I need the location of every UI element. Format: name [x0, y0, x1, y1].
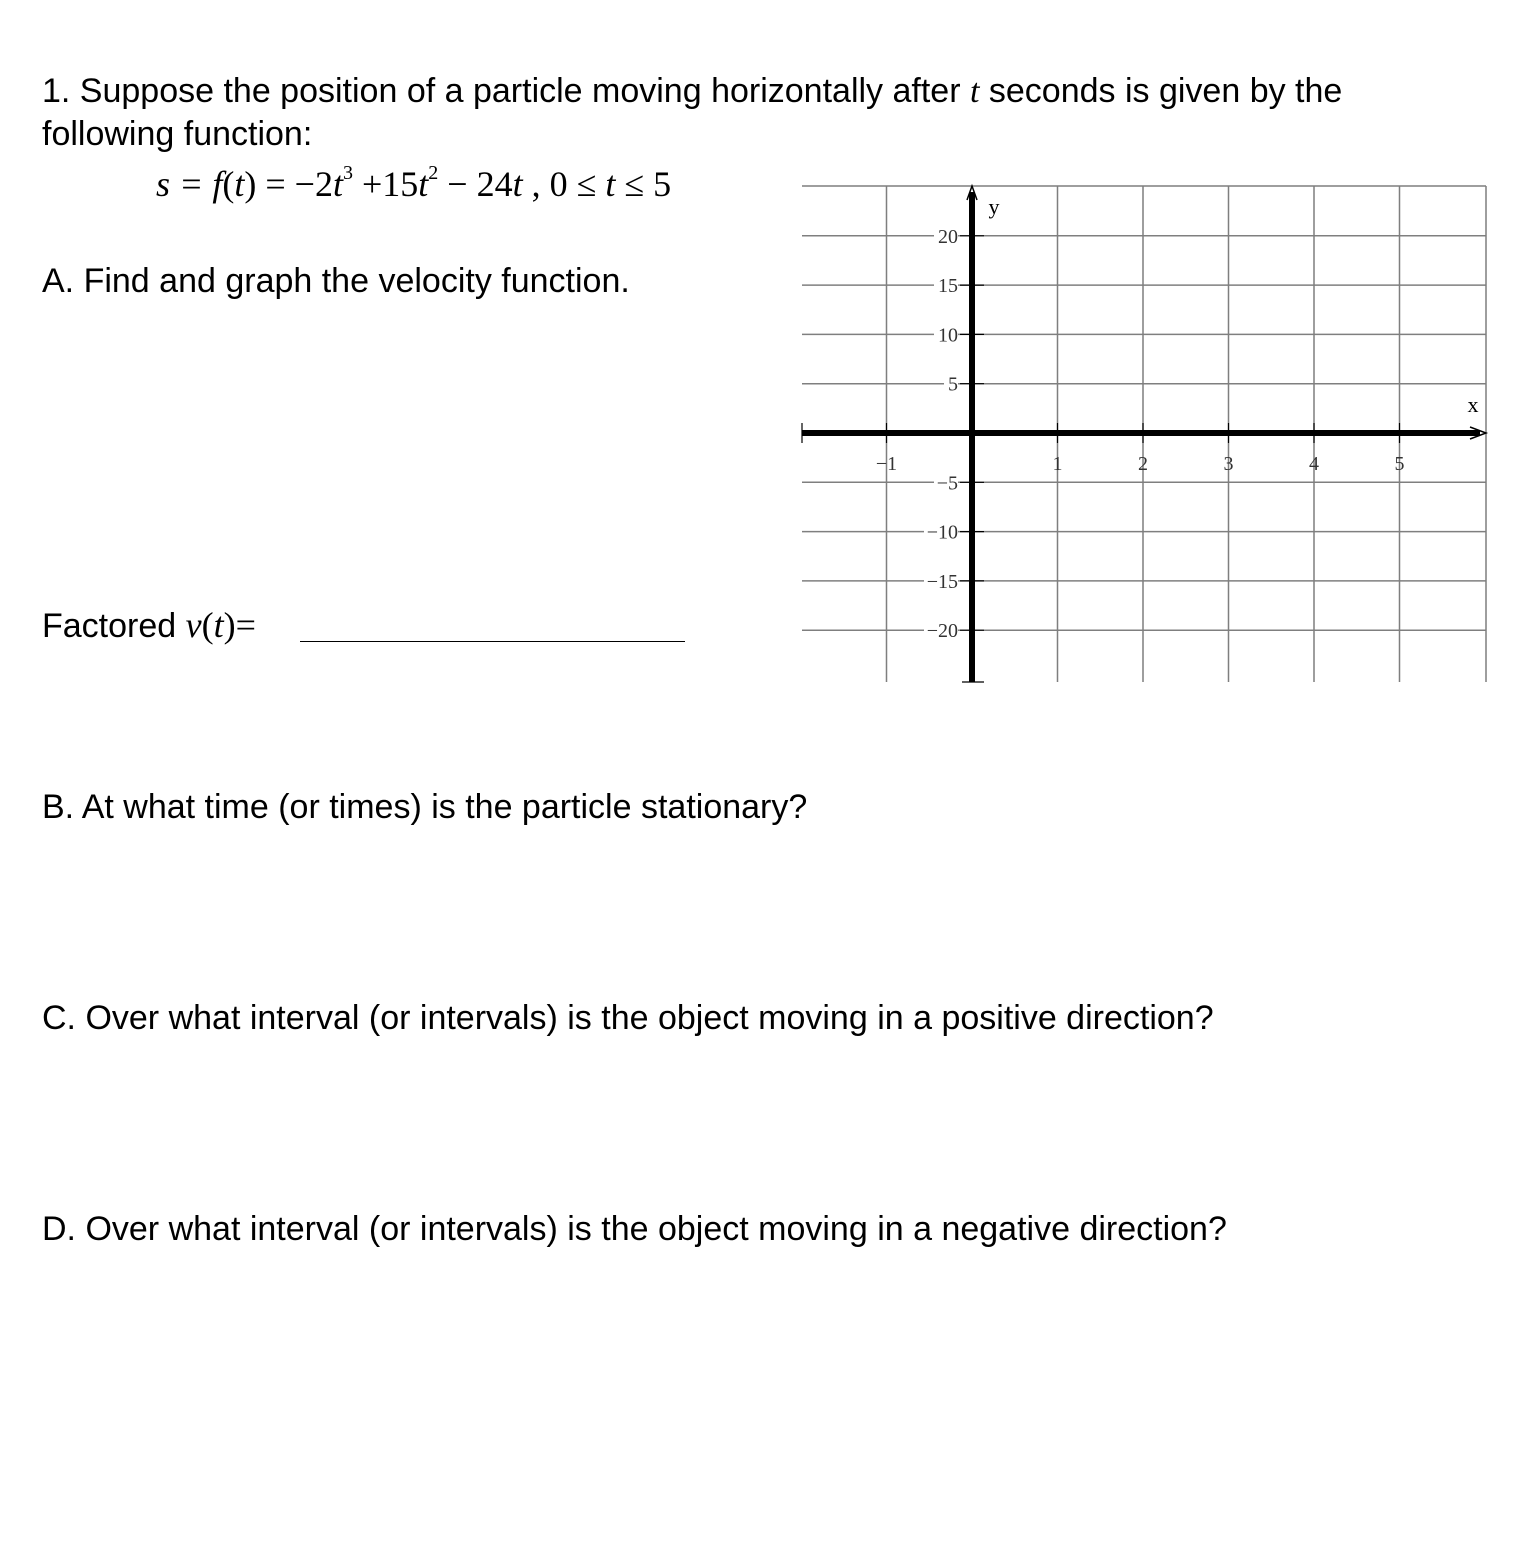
- part-c-question: C. Over what interval (or intervals) is the object moving in a positive direction?: [42, 999, 1214, 1037]
- formula-lhs: s =: [156, 164, 213, 204]
- formula-exp2: 2: [428, 162, 439, 184]
- factored-v: v: [185, 605, 202, 645]
- y-tick-label: −15: [926, 570, 958, 593]
- formula-domain-start: , 0 ≤: [522, 164, 606, 204]
- y-tick-label: 10: [938, 324, 958, 347]
- y-tick-label: 15: [938, 275, 958, 298]
- y-tick-label: −5: [936, 472, 958, 495]
- coordinate-grid[interactable]: [0, 0, 1530, 720]
- x-tick-label: 3: [1223, 453, 1234, 475]
- formula-exp3: 3: [342, 162, 353, 184]
- formula-domain-end: ≤ 5: [615, 164, 672, 204]
- x-tick-label: 1: [1052, 453, 1063, 475]
- formula-t-arg: t: [234, 164, 245, 204]
- part-d-question: D. Over what interval (or intervals) is the object moving in a negative direction?: [42, 1210, 1227, 1248]
- x-tick-label: −1: [875, 453, 898, 475]
- y-tick-label: −20: [926, 620, 958, 643]
- formula-f: f: [212, 164, 223, 204]
- factored-v-of-t: v(t)=: [185, 605, 256, 645]
- intro-text-start: 1. Suppose the position of a particle moving horizontally after: [42, 72, 970, 110]
- y-axis-label: y: [988, 194, 1000, 219]
- part-b-question: B. At what time (or times) is the particle stationary?: [42, 788, 808, 826]
- position-function-formula: $s = f(t) = -2t^3 +15t^2 - 24t$ , 0 ≤ t ≤ 5: [156, 162, 672, 204]
- formula-t3: t: [512, 164, 523, 204]
- formula-t1: t: [332, 164, 343, 204]
- formula-t2: t: [418, 164, 429, 204]
- x-tick-label: 2: [1138, 453, 1148, 475]
- x-tick-label: 5: [1394, 453, 1405, 475]
- problem-statement-line2: following function:: [42, 115, 313, 153]
- y-tick-label: −10: [926, 521, 958, 544]
- formula-term2: +15: [352, 164, 419, 204]
- y-tick-label: 20: [938, 225, 958, 248]
- y-tick-label: 5: [948, 373, 958, 396]
- factored-equals: =: [235, 605, 256, 645]
- x-tick-label: 4: [1309, 453, 1319, 475]
- axes: [802, 186, 1486, 682]
- x-axis-label: x: [1467, 392, 1479, 417]
- factored-label: Factored: [42, 607, 186, 645]
- formula-term1: = −2: [256, 164, 333, 204]
- tick-labels: [876, 194, 1479, 642]
- formula-term3: − 24: [438, 164, 513, 204]
- formula-t4: t: [605, 164, 616, 204]
- variable-t: t: [969, 73, 980, 110]
- intro-text-end: seconds is given by the: [979, 72, 1343, 110]
- part-a-question: A. Find and graph the velocity function.: [42, 262, 630, 300]
- factored-t: t: [213, 605, 224, 645]
